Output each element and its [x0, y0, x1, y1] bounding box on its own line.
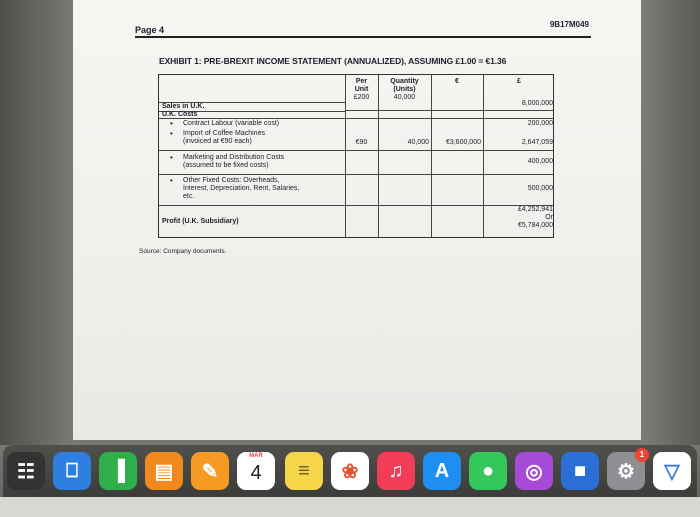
source-note: Source: Company documents. — [139, 248, 227, 255]
screen-bezel-right — [640, 0, 700, 445]
header-quantity — [378, 78, 431, 102]
exhibit-title: EXHIBIT 1: PRE-BREXIT INCOME STATEMENT (ANNUALIZED), ASSUMING £1.00 = €1.36 — [159, 56, 507, 66]
header-quantity-line3: 40,000 — [393, 94, 416, 101]
document-code: 9B17M049 — [549, 20, 589, 29]
table-col-divider — [431, 75, 432, 237]
sales-label: Sales in U.K. — [162, 103, 205, 110]
profit-values — [483, 206, 553, 230]
costs-label: U.K. Costs — [162, 111, 198, 118]
page-number: Page 4 — [135, 25, 165, 35]
header-per-unit-line3: £200 — [353, 94, 370, 101]
settings-glyph: ⚙ — [617, 460, 635, 483]
bookmark-icon[interactable]: ■ — [561, 452, 599, 490]
cost-row-pound: 400,000 — [527, 158, 553, 165]
vectornator-icon[interactable]: ▽ — [653, 452, 691, 490]
header-divider — [135, 36, 591, 38]
app-store-icon[interactable]: A — [423, 452, 461, 490]
podcasts-icon[interactable]: ◎ — [515, 452, 553, 490]
income-statement-table — [158, 74, 554, 238]
header-per-unit-line1: Per — [355, 78, 368, 85]
notes-icon[interactable]: ≡ — [285, 452, 323, 490]
settings-icon[interactable] — [607, 452, 645, 490]
cost-row-label-line3: etc. — [183, 193, 195, 200]
cost-row-pound: 500,000 — [527, 185, 553, 192]
cost-row-quantity: 40,000 — [407, 139, 429, 146]
music-icon[interactable]: ♫ — [377, 452, 415, 490]
header-quantity-line1: Quantity — [390, 78, 419, 85]
cost-row-label-line2: (invoiced at €90 each) — [183, 138, 252, 145]
photos-icon[interactable]: ❀ — [331, 452, 369, 490]
cost-row-pound: 2,647,059 — [521, 139, 553, 146]
cost-row-label — [183, 177, 299, 201]
cost-row-pound: 200,000 — [527, 120, 553, 127]
bullet-icon: • — [170, 153, 173, 162]
cost-row-per-unit: €90 — [355, 139, 368, 146]
table-row-divider — [345, 110, 553, 111]
screen-bottom-edge — [0, 497, 700, 517]
pages-icon[interactable]: ✎ — [191, 452, 229, 490]
books-icon[interactable]: ▤ — [145, 452, 183, 490]
profit-or: Or — [545, 214, 553, 221]
table-row-divider — [159, 174, 553, 175]
header-pound: £ — [517, 78, 521, 85]
header-quantity-line2: (Units) — [393, 86, 416, 93]
header-per-unit — [345, 78, 378, 102]
sales-total: 8,000,000 — [521, 100, 553, 107]
profit-label: Profit (U.K. Subsidiary) — [162, 218, 239, 225]
cost-row-label-line1: Marketing and Distribution Costs — [183, 154, 285, 161]
messages-icon[interactable]: ● — [469, 452, 507, 490]
cost-row-label-line2: Interest, Depreciation, Rent, Salaries, — [183, 185, 300, 192]
numbers-icon[interactable]: ▐ — [99, 452, 137, 490]
screen-bezel-left — [0, 0, 75, 445]
table-row-divider — [159, 118, 553, 119]
cost-row-euro: €3,600,000 — [445, 139, 481, 146]
calendar-icon[interactable] — [237, 452, 275, 490]
bullet-icon: • — [170, 119, 173, 128]
bullet-icon: • — [170, 129, 173, 138]
profit-pound: £4,252,941 — [517, 206, 553, 213]
cost-row-label-line1: Other Fixed Costs: Overheads, — [183, 177, 280, 184]
calendar-day: 4 — [250, 462, 262, 484]
cost-row-label-line1: Import of Coffee Machines — [183, 130, 265, 137]
notification-badge: 1 — [635, 448, 649, 462]
header-euro: € — [455, 78, 459, 85]
cost-row-label — [183, 130, 265, 146]
calendar-month: MAR — [249, 453, 263, 459]
cost-row-label-line2: (assumed to be fixed costs) — [183, 162, 269, 169]
dock — [3, 445, 697, 497]
keynote-icon[interactable]: ⎕ — [53, 452, 91, 490]
table-row-divider — [159, 150, 553, 151]
bullet-icon: • — [170, 176, 173, 185]
cost-row-label: Contract Labour (variable cost) — [183, 120, 280, 127]
document-page — [73, 0, 641, 440]
header-per-unit-line2: Unit — [354, 86, 369, 93]
profit-euro: €5,784,000 — [517, 222, 553, 229]
cost-row-label — [183, 154, 284, 170]
calculator-icon[interactable]: ☷ — [7, 452, 45, 490]
